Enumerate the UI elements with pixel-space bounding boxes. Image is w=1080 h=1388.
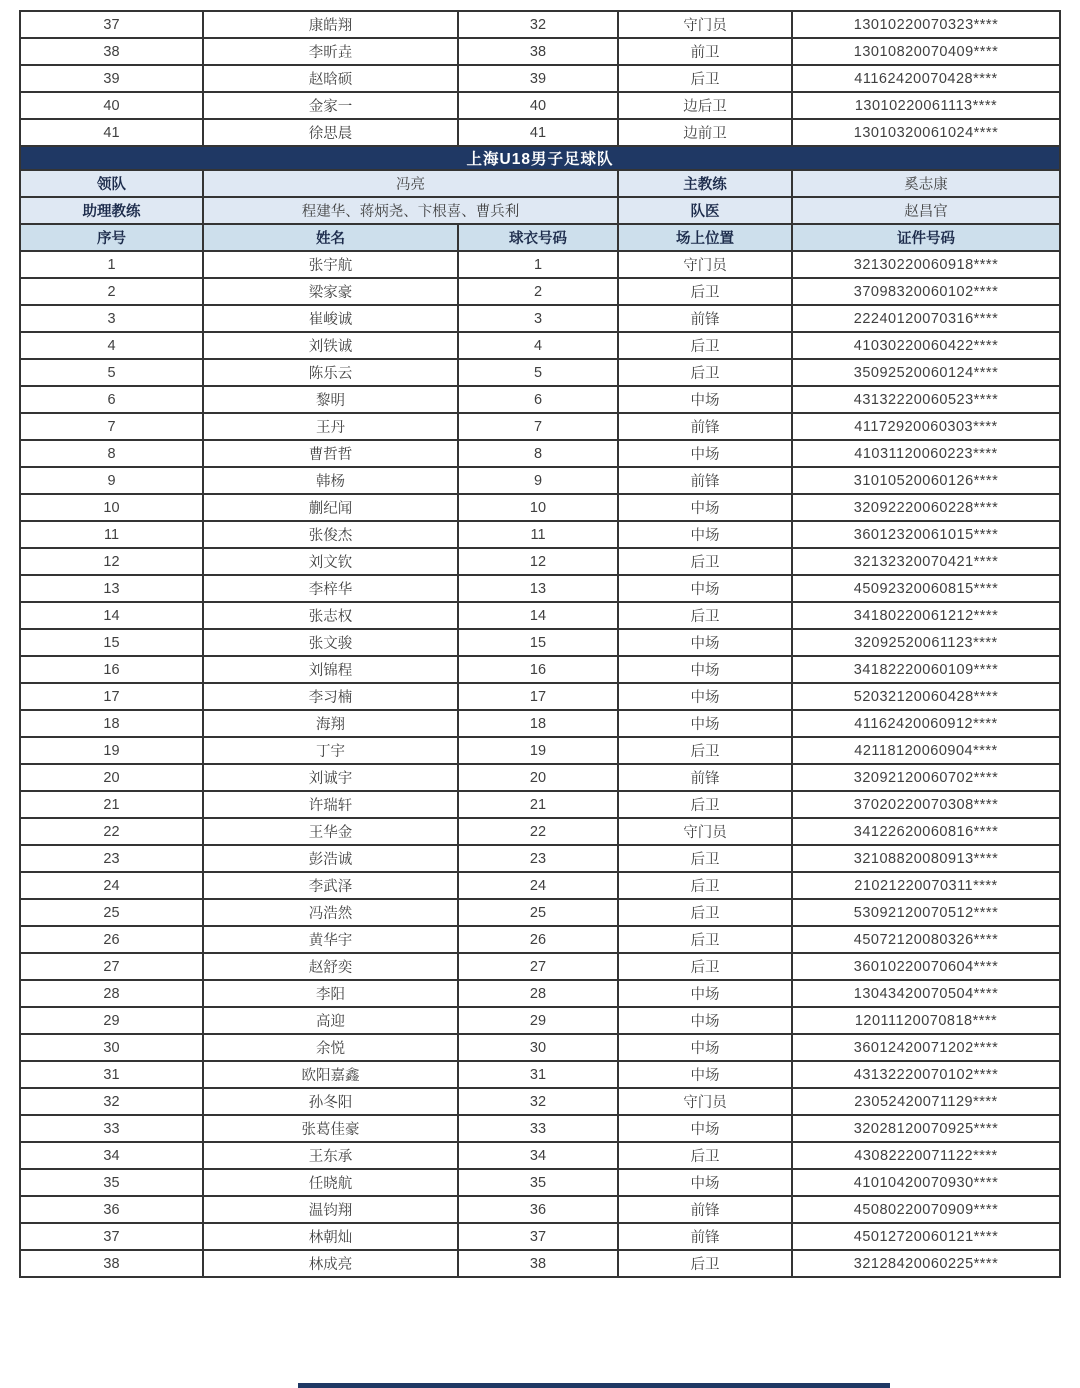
cell-player-name: 刘文钦 [203,548,458,575]
cell-serial-number: 26 [20,926,203,953]
cell-jersey-number: 37 [458,1223,618,1250]
table-row [20,602,1060,629]
cell-serial-number: 19 [20,737,203,764]
cell-serial-number: 38 [20,1250,203,1277]
table-row [20,1088,1060,1115]
cell-field-position: 后卫 [618,737,792,764]
cell-player-name: 许瑞轩 [203,791,458,818]
col-header-position: 场上位置 [618,224,792,251]
cell-field-position: 后卫 [618,872,792,899]
table-row [20,386,1060,413]
cell-jersey-number: 35 [458,1169,618,1196]
cell-field-position: 中场 [618,1169,792,1196]
cell-field-position: 后卫 [618,1142,792,1169]
cell-id-number: 13010220061113**** [792,92,1060,119]
table-row [20,764,1060,791]
cell-field-position: 守门员 [618,251,792,278]
cell-player-name: 张志权 [203,602,458,629]
cell-jersey-number: 6 [458,386,618,413]
cell-player-name: 王华金 [203,818,458,845]
cell-serial-number: 12 [20,548,203,575]
cell-id-number: 41162420060912**** [792,710,1060,737]
cell-field-position: 后卫 [618,845,792,872]
cell-jersey-number: 19 [458,737,618,764]
cell-id-number: 32028120070925**** [792,1115,1060,1142]
cell-id-number: 31010520060126**** [792,467,1060,494]
cell-id-number: 13010320061024**** [792,119,1060,146]
table-row [20,1196,1060,1223]
table-row [20,872,1060,899]
cell-player-name: 王丹 [203,413,458,440]
cell-id-number: 43132220070102**** [792,1061,1060,1088]
table-row [20,1007,1060,1034]
cell-serial-number: 16 [20,656,203,683]
table-row [20,332,1060,359]
cell-field-position: 中场 [618,683,792,710]
cell-serial-number: 4 [20,332,203,359]
cell-player-name: 李武泽 [203,872,458,899]
roster-table [19,10,1061,1278]
cell-player-name: 余悦 [203,1034,458,1061]
cell-serial-number: 8 [20,440,203,467]
cell-serial-number: 22 [20,818,203,845]
cell-id-number: 37098320060102**** [792,278,1060,305]
cell-jersey-number: 39 [458,65,618,92]
cell-field-position: 守门员 [618,818,792,845]
cell-serial-number: 41 [20,119,203,146]
cell-serial-number: 35 [20,1169,203,1196]
cell-id-number: 13010220070323**** [792,11,1060,38]
cell-player-name: 赵晗硕 [203,65,458,92]
cell-field-position: 中场 [618,629,792,656]
cell-field-position: 中场 [618,1061,792,1088]
cell-player-name: 欧阳嘉鑫 [203,1061,458,1088]
cell-id-number: 21021220070311**** [792,872,1060,899]
player-rows [20,251,1060,1277]
staff-label-head-coach: 主教练 [618,170,792,197]
cell-jersey-number: 1 [458,251,618,278]
cell-serial-number: 25 [20,899,203,926]
cell-serial-number: 21 [20,791,203,818]
cell-id-number: 41010420070930**** [792,1169,1060,1196]
cell-player-name: 刘诚宇 [203,764,458,791]
cell-jersey-number: 12 [458,548,618,575]
cell-field-position: 前卫 [618,38,792,65]
cell-field-position: 后卫 [618,65,792,92]
cell-id-number: 32132320070421**** [792,548,1060,575]
table-row [20,1115,1060,1142]
cell-id-number: 45012720060121**** [792,1223,1060,1250]
table-row [20,119,1060,146]
cell-jersey-number: 3 [458,305,618,332]
cell-field-position: 前锋 [618,305,792,332]
cell-field-position: 边前卫 [618,119,792,146]
cell-jersey-number: 28 [458,980,618,1007]
cell-id-number: 45072120080326**** [792,926,1060,953]
cell-serial-number: 10 [20,494,203,521]
team-name-banner: 上海U18男子足球队 [20,146,1060,170]
cell-player-name: 王东承 [203,1142,458,1169]
staff-row-assistants [20,197,1060,224]
staff-row-leader [20,170,1060,197]
cell-serial-number: 39 [20,65,203,92]
cell-jersey-number: 32 [458,11,618,38]
team-banner-row [20,146,1060,170]
cell-jersey-number: 7 [458,413,618,440]
cell-player-name: 张文骏 [203,629,458,656]
cell-serial-number: 7 [20,413,203,440]
cell-serial-number: 28 [20,980,203,1007]
table-row [20,413,1060,440]
cell-field-position: 中场 [618,1115,792,1142]
cell-field-position: 中场 [618,980,792,1007]
cell-jersey-number: 10 [458,494,618,521]
cell-id-number: 34182220060109**** [792,656,1060,683]
cell-id-number: 36012320061015**** [792,521,1060,548]
table-row [20,1250,1060,1277]
cell-serial-number: 11 [20,521,203,548]
cell-jersey-number: 27 [458,953,618,980]
cell-id-number: 13043420070504**** [792,980,1060,1007]
table-row [20,737,1060,764]
cell-field-position: 后卫 [618,953,792,980]
cell-field-position: 前锋 [618,1223,792,1250]
cell-field-position: 边后卫 [618,92,792,119]
cell-jersey-number: 33 [458,1115,618,1142]
cell-field-position: 中场 [618,521,792,548]
cell-player-name: 海翔 [203,710,458,737]
cell-field-position: 中场 [618,1007,792,1034]
table-row [20,980,1060,1007]
cell-jersey-number: 31 [458,1061,618,1088]
cell-jersey-number: 22 [458,818,618,845]
cell-serial-number: 17 [20,683,203,710]
cell-id-number: 32092220060228**** [792,494,1060,521]
cell-id-number: 32092120060702**** [792,764,1060,791]
table-row [20,305,1060,332]
cell-serial-number: 2 [20,278,203,305]
cell-field-position: 后卫 [618,926,792,953]
cell-id-number: 34180220061212**** [792,602,1060,629]
cell-id-number: 32130220060918**** [792,251,1060,278]
cell-field-position: 后卫 [618,1250,792,1277]
cell-jersey-number: 38 [458,1250,618,1277]
cell-id-number: 41031120060223**** [792,440,1060,467]
next-team-banner-edge [298,1383,890,1388]
cell-jersey-number: 14 [458,602,618,629]
table-row [20,467,1060,494]
cell-player-name: 韩杨 [203,467,458,494]
table-row [20,65,1060,92]
cell-serial-number: 1 [20,251,203,278]
cell-serial-number: 18 [20,710,203,737]
cell-jersey-number: 9 [458,467,618,494]
cell-player-name: 温钧翔 [203,1196,458,1223]
cell-serial-number: 31 [20,1061,203,1088]
cell-id-number: 12011120070818**** [792,1007,1060,1034]
cell-jersey-number: 18 [458,710,618,737]
cell-jersey-number: 5 [458,359,618,386]
cell-id-number: 22240120070316**** [792,305,1060,332]
cell-jersey-number: 32 [458,1088,618,1115]
cell-id-number: 36010220070604**** [792,953,1060,980]
table-row [20,683,1060,710]
table-row [20,1169,1060,1196]
cell-jersey-number: 2 [458,278,618,305]
table-row [20,656,1060,683]
staff-label-team-leader: 领队 [20,170,203,197]
cell-jersey-number: 20 [458,764,618,791]
cell-player-name: 李阳 [203,980,458,1007]
table-row [20,548,1060,575]
col-header-jersey: 球衣号码 [458,224,618,251]
cell-serial-number: 6 [20,386,203,413]
table-row [20,251,1060,278]
cell-serial-number: 5 [20,359,203,386]
cell-field-position: 后卫 [618,791,792,818]
cell-player-name: 曹哲哲 [203,440,458,467]
cell-player-name: 林朝灿 [203,1223,458,1250]
cell-player-name: 李习楠 [203,683,458,710]
table-row [20,710,1060,737]
table-row [20,521,1060,548]
cell-jersey-number: 34 [458,1142,618,1169]
cell-player-name: 张俊杰 [203,521,458,548]
staff-label-team-doctor: 队医 [618,197,792,224]
table-row [20,92,1060,119]
cell-player-name: 蒯纪闻 [203,494,458,521]
staff-value-team-doctor: 赵昌官 [792,197,1060,224]
cell-jersey-number: 26 [458,926,618,953]
cell-player-name: 张葛佳豪 [203,1115,458,1142]
cell-player-name: 黎明 [203,386,458,413]
cell-field-position: 后卫 [618,332,792,359]
column-header-row [20,224,1060,251]
cell-jersey-number: 15 [458,629,618,656]
cell-id-number: 41030220060422**** [792,332,1060,359]
cell-id-number: 34122620060816**** [792,818,1060,845]
cell-field-position: 前锋 [618,1196,792,1223]
table-row [20,575,1060,602]
cell-serial-number: 27 [20,953,203,980]
table-row [20,11,1060,38]
cell-field-position: 中场 [618,575,792,602]
cell-id-number: 32128420060225**** [792,1250,1060,1277]
cell-jersey-number: 4 [458,332,618,359]
cell-serial-number: 23 [20,845,203,872]
cell-player-name: 丁宇 [203,737,458,764]
cell-player-name: 任晓航 [203,1169,458,1196]
col-header-id-number: 证件号码 [792,224,1060,251]
cell-id-number: 45080220070909**** [792,1196,1060,1223]
table-row [20,1034,1060,1061]
cell-jersey-number: 13 [458,575,618,602]
cell-id-number: 36012420071202**** [792,1034,1060,1061]
cell-field-position: 中场 [618,494,792,521]
cell-id-number: 37020220070308**** [792,791,1060,818]
cell-field-position: 后卫 [618,548,792,575]
cell-id-number: 43082220071122**** [792,1142,1060,1169]
cell-serial-number: 37 [20,11,203,38]
table-row [20,818,1060,845]
cell-player-name: 冯浩然 [203,899,458,926]
cell-serial-number: 33 [20,1115,203,1142]
staff-value-head-coach: 奚志康 [792,170,1060,197]
cell-serial-number: 24 [20,872,203,899]
cell-field-position: 中场 [618,710,792,737]
cell-jersey-number: 8 [458,440,618,467]
cell-player-name: 李昕垚 [203,38,458,65]
cell-player-name: 刘锦程 [203,656,458,683]
table-row [20,1223,1060,1250]
cell-field-position: 前锋 [618,413,792,440]
cell-player-name: 陈乐云 [203,359,458,386]
cell-serial-number: 14 [20,602,203,629]
cell-field-position: 守门员 [618,11,792,38]
cell-id-number: 32092520061123**** [792,629,1060,656]
cell-serial-number: 9 [20,467,203,494]
table-row [20,359,1060,386]
cell-jersey-number: 38 [458,38,618,65]
cell-player-name: 张宇航 [203,251,458,278]
cell-field-position: 前锋 [618,467,792,494]
cell-field-position: 守门员 [618,1088,792,1115]
cell-serial-number: 13 [20,575,203,602]
table-row [20,278,1060,305]
table-row [20,926,1060,953]
table-row [20,1061,1060,1088]
table-row [20,38,1060,65]
cell-field-position: 后卫 [618,899,792,926]
col-header-name: 姓名 [203,224,458,251]
cell-field-position: 前锋 [618,764,792,791]
cell-field-position: 后卫 [618,602,792,629]
cell-player-name: 梁家豪 [203,278,458,305]
cell-player-name: 黄华宇 [203,926,458,953]
cell-field-position: 中场 [618,1034,792,1061]
cell-serial-number: 32 [20,1088,203,1115]
cell-id-number: 52032120060428**** [792,683,1060,710]
cell-serial-number: 34 [20,1142,203,1169]
cell-player-name: 高迎 [203,1007,458,1034]
previous-team-rows [20,11,1060,146]
cell-serial-number: 40 [20,92,203,119]
table-row [20,1142,1060,1169]
cell-id-number: 41172920060303**** [792,413,1060,440]
table-row [20,953,1060,980]
cell-jersey-number: 23 [458,845,618,872]
cell-jersey-number: 30 [458,1034,618,1061]
cell-field-position: 后卫 [618,278,792,305]
cell-serial-number: 29 [20,1007,203,1034]
cell-serial-number: 36 [20,1196,203,1223]
cell-serial-number: 30 [20,1034,203,1061]
cell-jersey-number: 11 [458,521,618,548]
cell-jersey-number: 16 [458,656,618,683]
cell-id-number: 23052420071129**** [792,1088,1060,1115]
staff-value-team-leader: 冯亮 [203,170,618,197]
cell-player-name: 赵舒奕 [203,953,458,980]
cell-jersey-number: 24 [458,872,618,899]
cell-player-name: 崔峻诚 [203,305,458,332]
staff-value-assistant-coach: 程建华、蒋炳尧、卞根喜、曹兵利 [203,197,618,224]
cell-id-number: 35092520060124**** [792,359,1060,386]
cell-field-position: 中场 [618,386,792,413]
cell-player-name: 金家一 [203,92,458,119]
cell-jersey-number: 29 [458,1007,618,1034]
cell-id-number: 41162420070428**** [792,65,1060,92]
cell-id-number: 13010820070409**** [792,38,1060,65]
table-row [20,845,1060,872]
cell-serial-number: 37 [20,1223,203,1250]
cell-serial-number: 3 [20,305,203,332]
cell-jersey-number: 36 [458,1196,618,1223]
staff-label-assistant-coach: 助理教练 [20,197,203,224]
table-row [20,494,1060,521]
cell-player-name: 孙冬阳 [203,1088,458,1115]
cell-jersey-number: 40 [458,92,618,119]
cell-id-number: 53092120070512**** [792,899,1060,926]
table-row [20,791,1060,818]
table-row [20,629,1060,656]
table-row [20,899,1060,926]
cell-field-position: 中场 [618,656,792,683]
cell-serial-number: 20 [20,764,203,791]
cell-player-name: 徐思晨 [203,119,458,146]
table-row [20,440,1060,467]
cell-player-name: 康皓翔 [203,11,458,38]
cell-jersey-number: 17 [458,683,618,710]
cell-jersey-number: 41 [458,119,618,146]
cell-player-name: 李梓华 [203,575,458,602]
cell-id-number: 45092320060815**** [792,575,1060,602]
cell-id-number: 42118120060904**** [792,737,1060,764]
cell-jersey-number: 25 [458,899,618,926]
cell-field-position: 中场 [618,440,792,467]
cell-player-name: 彭浩诚 [203,845,458,872]
cell-id-number: 32108820080913**** [792,845,1060,872]
cell-serial-number: 38 [20,38,203,65]
cell-serial-number: 15 [20,629,203,656]
cell-field-position: 后卫 [618,359,792,386]
cell-jersey-number: 21 [458,791,618,818]
col-header-no: 序号 [20,224,203,251]
cell-id-number: 43132220060523**** [792,386,1060,413]
cell-player-name: 刘铁诚 [203,332,458,359]
cell-player-name: 林成亮 [203,1250,458,1277]
